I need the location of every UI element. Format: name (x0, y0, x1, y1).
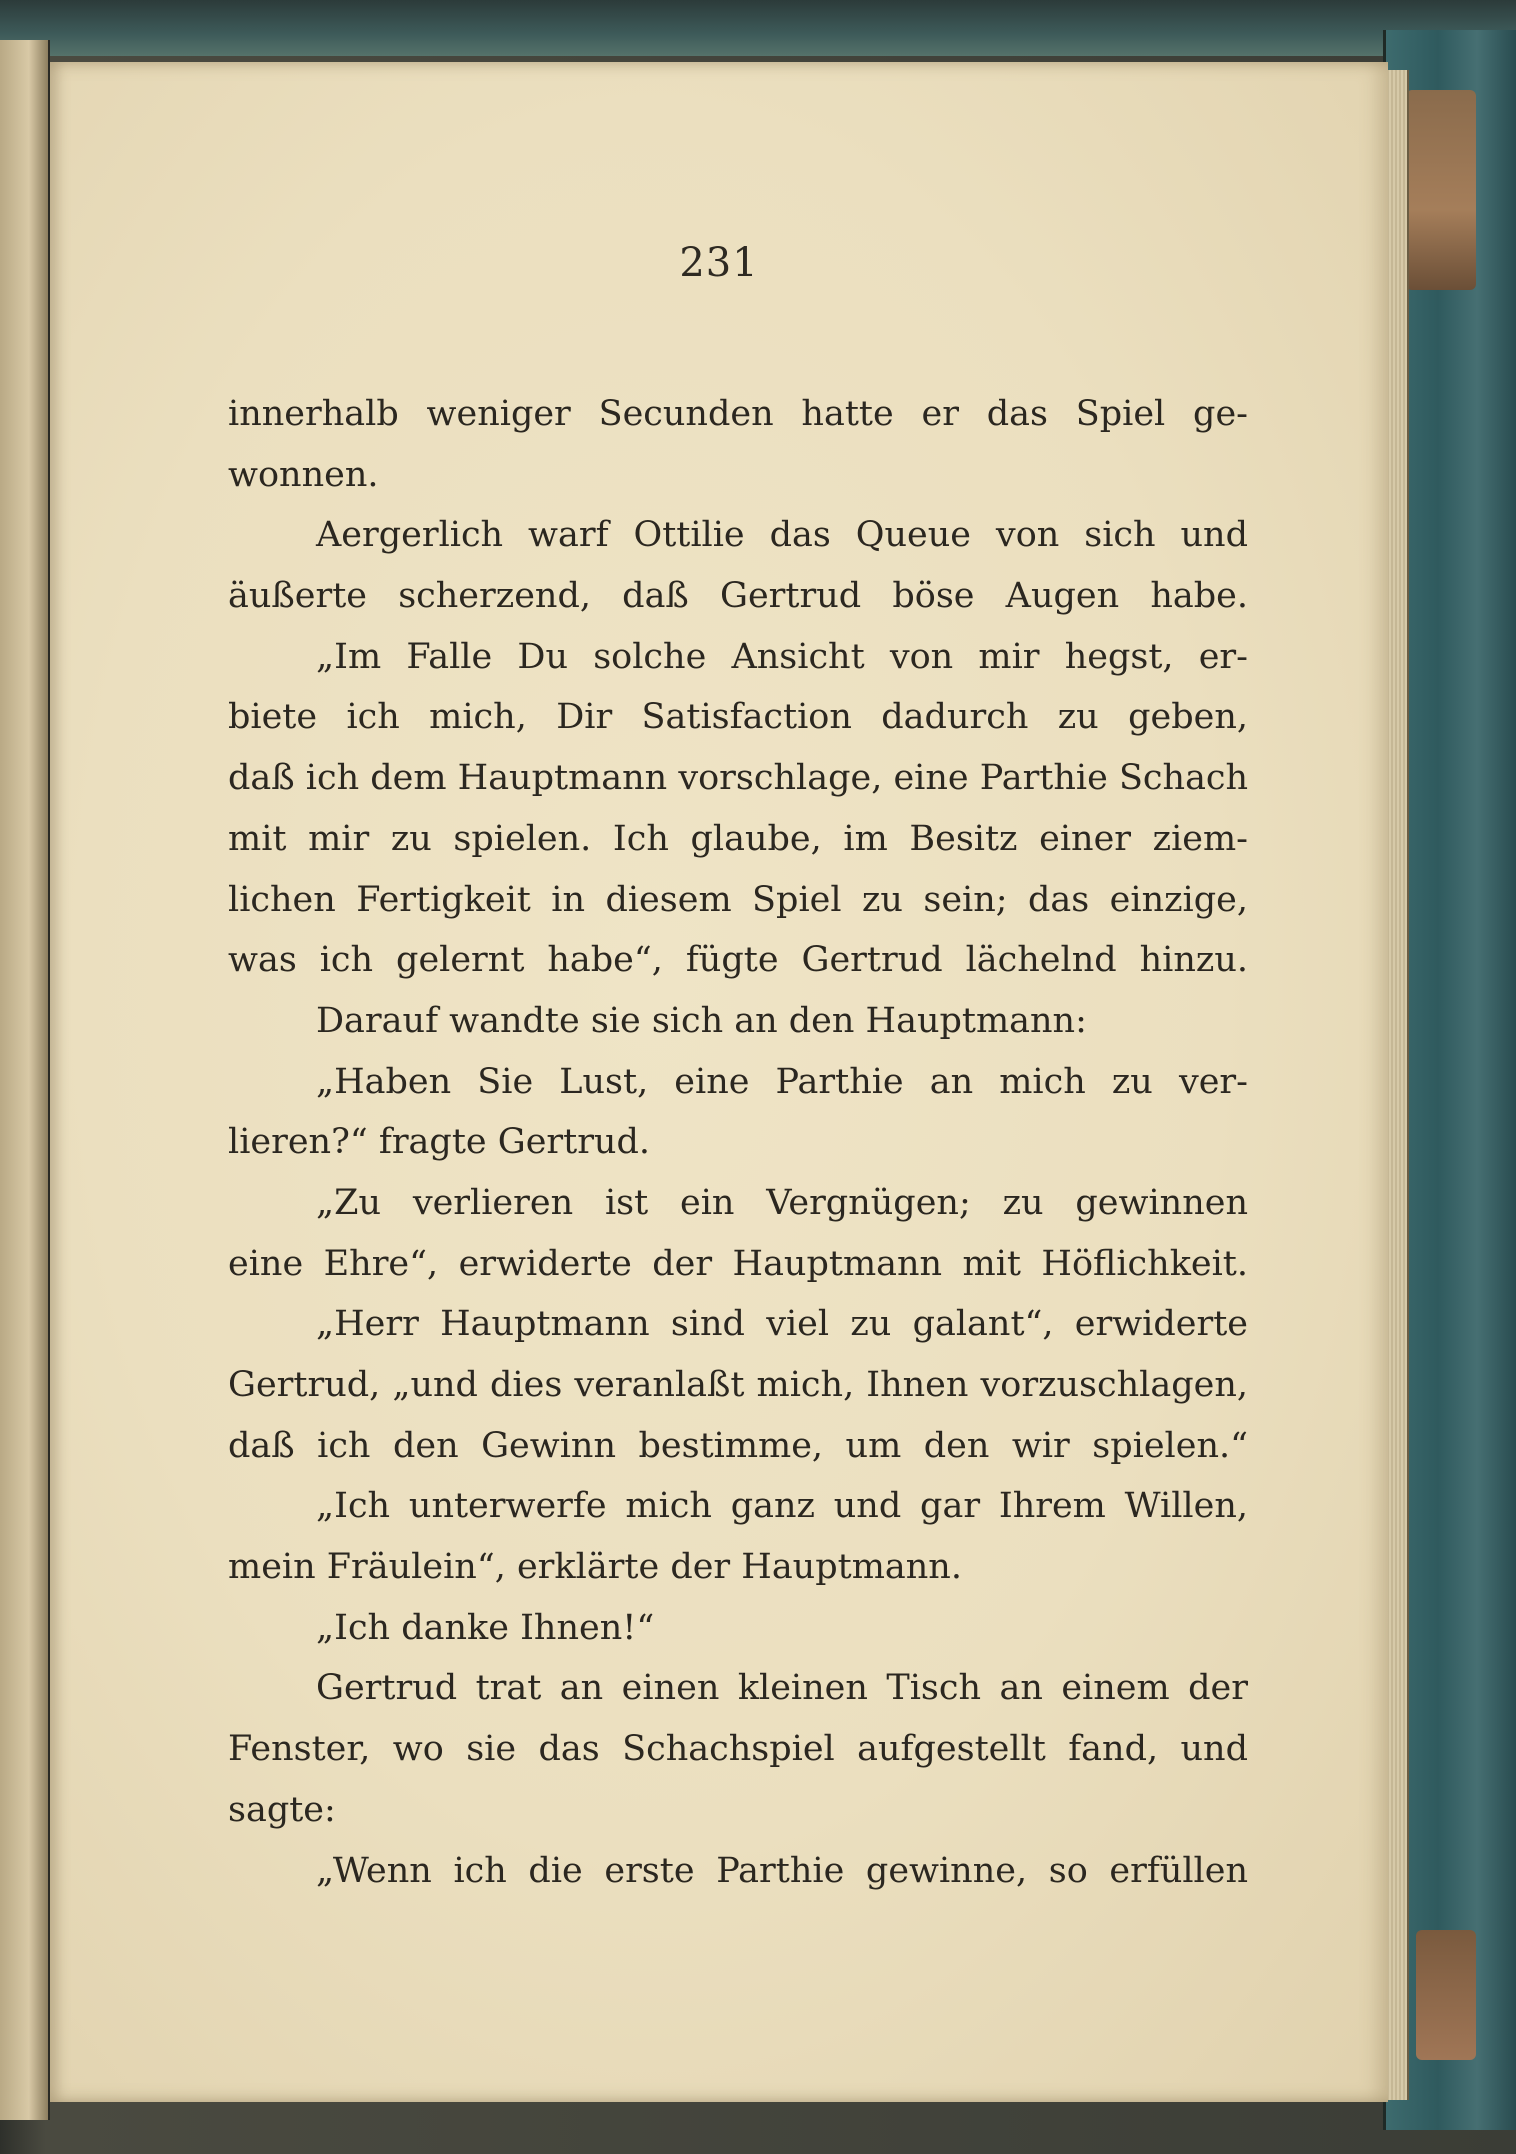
text-line: was ich gelernt habe“, fügte Gertrud lächelnd hinzu. (228, 940, 1248, 981)
text-line: mit mir zu spielen. Ich glaube, im Besitz einer ziem- (228, 818, 1248, 859)
text-line: Aergerlich warf Ottilie das Queue von sich und (316, 515, 1248, 556)
text-line: sagte: (228, 1789, 336, 1830)
text-line: wonnen. (228, 454, 379, 495)
text-line: „Haben Sie Lust, eine Parthie an mich zu ver- (316, 1061, 1248, 1102)
book-top-edge (0, 0, 1516, 56)
text-line: biete ich mich, Dir Satisfaction dadurch zu geben, (228, 697, 1248, 738)
text-line: Gertrud trat an einen kleinen Tisch an einem der (316, 1668, 1248, 1709)
text-line: äußerte scherzend, daß Gertrud böse Augen habe. (228, 576, 1248, 617)
page-stack-edge (1385, 70, 1409, 2100)
cover-leather-corner-bottom (1416, 1930, 1476, 2060)
text-line: lieren?“ fragte Gertrud. (228, 1122, 650, 1163)
text-line: lichen Fertigkeit in diesem Spiel zu sein; das einzige, (228, 879, 1248, 920)
page-number: 231 (679, 240, 759, 286)
book-page (50, 62, 1388, 2102)
text-line: „Ich unterwerfe mich ganz und gar Ihrem Willen, (316, 1486, 1248, 1527)
text-line: daß ich dem Hauptmann vorschlage, eine Parthie Schach (228, 758, 1249, 799)
text-line: „Im Falle Du solche Ansicht von mir hegst, er- (316, 636, 1248, 677)
text-line: „Zu verlieren ist ein Vergnügen; zu gewinnen (316, 1182, 1248, 1223)
text-line: Gertrud, „und dies veranlaßt mich, Ihnen vorzuschlagen, (228, 1365, 1248, 1405)
text-line: Darauf wandte sie sich an den Hauptmann: (316, 1000, 1087, 1041)
previous-page-edge (0, 40, 50, 2120)
page-text (228, 384, 1248, 1901)
text-line: „Herr Hauptmann sind viel zu galant“, erwiderte (316, 1304, 1248, 1345)
text-line: Fenster, wo sie das Schachspiel aufgestellt fand, und (228, 1729, 1248, 1770)
text-line: daß ich den Gewinn bestimme, um den wir spielen.“ (228, 1425, 1248, 1466)
text-line: mein Fräulein“, erklärte der Hauptmann. (228, 1547, 962, 1588)
cover-leather-corner-top (1406, 90, 1476, 290)
text-line: innerhalb weniger Secunden hatte er das Spiel ge- (228, 394, 1248, 434)
text-line: „Wenn ich die erste Parthie gewinne, so erfüllen (316, 1850, 1248, 1891)
text-line: eine Ehre“, erwiderte der Hauptmann mit Höflichkeit. (228, 1243, 1248, 1284)
text-line: „Ich danke Ihnen!“ (316, 1607, 655, 1648)
